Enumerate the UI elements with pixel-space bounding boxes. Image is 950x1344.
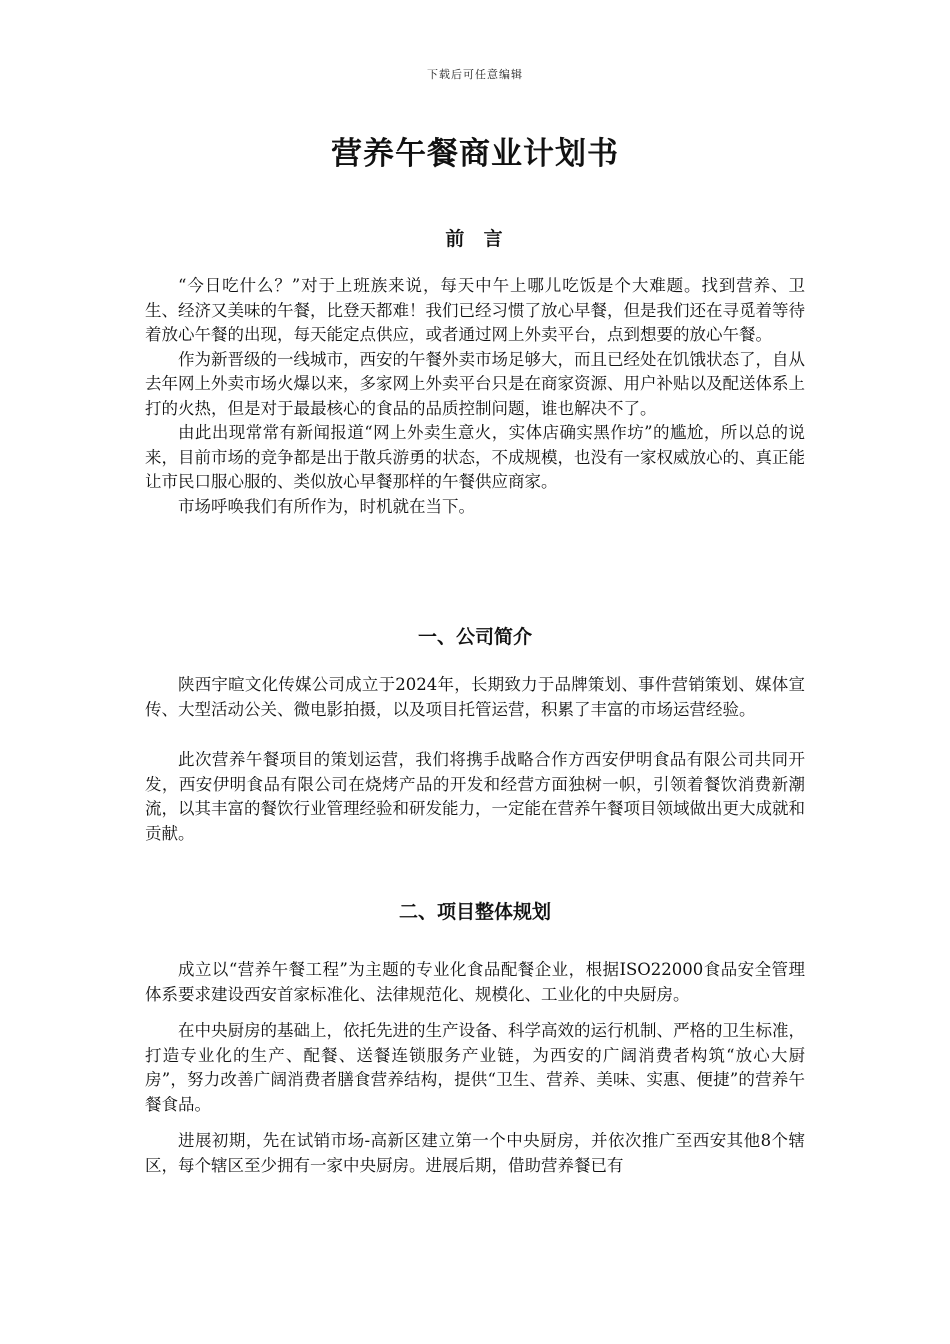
preface-body — [145, 274, 805, 519]
section2-body — [145, 958, 805, 1178]
preface-paragraph: “今日吃什么？”对于上班族来说，每天中午上哪儿吃饭是个大难题。找到营养、卫生、经济又美味的午餐，比登天都难！我们已经习惯了放心早餐，但是我们还在寻觅着等待着放心午餐的出现，每天能定点供应，或者通过网上外卖平台，点到想要的放心午餐。 — [145, 276, 805, 344]
section1-body — [145, 673, 805, 846]
section1-paragraph: 陕西宇暄文化传媒公司成立于2024年，长期致力于品牌策划、事件营销策划、媒体宣传、大型活动公关、微电影拍摄，以及项目托管运营，积累了丰富的市场运营经验。 — [145, 675, 805, 719]
preface-paragraph: 由此出现常常有新闻报道“网上外卖生意火，实体店确实黑作坊”的尴尬，所以总的说来，目前市场的竞争都是出于散兵游勇的状态，不成规模，也没有一家权威放心的、真正能让市民口服心服的、类似放心早餐那样的午餐供应商家。 — [145, 423, 805, 491]
section2-heading: 二、项目整体规划 — [398, 901, 551, 923]
document-title: 营养午餐商业计划书 — [331, 136, 619, 172]
section1-heading: 一、公司简介 — [417, 626, 532, 648]
preface-heading: 前 言 — [445, 228, 505, 250]
section2-paragraph: 在中央厨房的基础上，依托先进的生产设备、科学高效的运行机制、严格的卫生标准，打造专业化的生产、配餐、送餐连锁服务产业链，为西安的广阔消费者构筑“放心大厨房”，努力改善广阔消费者膳食营养结构，提供“卫生、营养、美味、实惠、便捷”的营养午餐食品。 — [145, 1021, 805, 1114]
preface-paragraph: 市场呼唤我们有所作为，时机就在当下。 — [178, 496, 475, 516]
section2-paragraph: 进展初期，先在试销市场-高新区建立第一个中央厨房，并依次推广至西安其他8个辖区，每个辖区至少拥有一家中央厨房。进展后期，借助营养餐已有 — [145, 1131, 805, 1175]
preface-paragraph: 作为新晋级的一线城市，西安的午餐外卖市场足够大，而且已经处在饥饿状态了，自从去年网上外卖市场火爆以来，多家网上外卖平台只是在商家资源、用户补贴以及配送体系上打的火热，但是对于最最核心的食品的品质控制问题，谁也解决不了。 — [145, 349, 805, 418]
section2-paragraph: 成立以“营养午餐工程”为主题的专业化食品配餐企业，根据ISO22000食品安全管理体系要求建设西安首家标准化、法律规范化、规模化、工业化的中央厨房。 — [145, 960, 805, 1004]
section1-paragraph: 此次营养午餐项目的策划运营，我们将携手战略合作方西安伊明食品有限公司共同开发，西安伊明食品有限公司在烧烤产品的开发和经营方面独树一帜，引领着餐饮消费新潮流，以其丰富的餐饮行业管理经验和研发能力，一定能在营养午餐项目领域做出更大成就和贡献。 — [145, 750, 805, 843]
header-note: 下载后可任意编辑 — [427, 68, 523, 81]
